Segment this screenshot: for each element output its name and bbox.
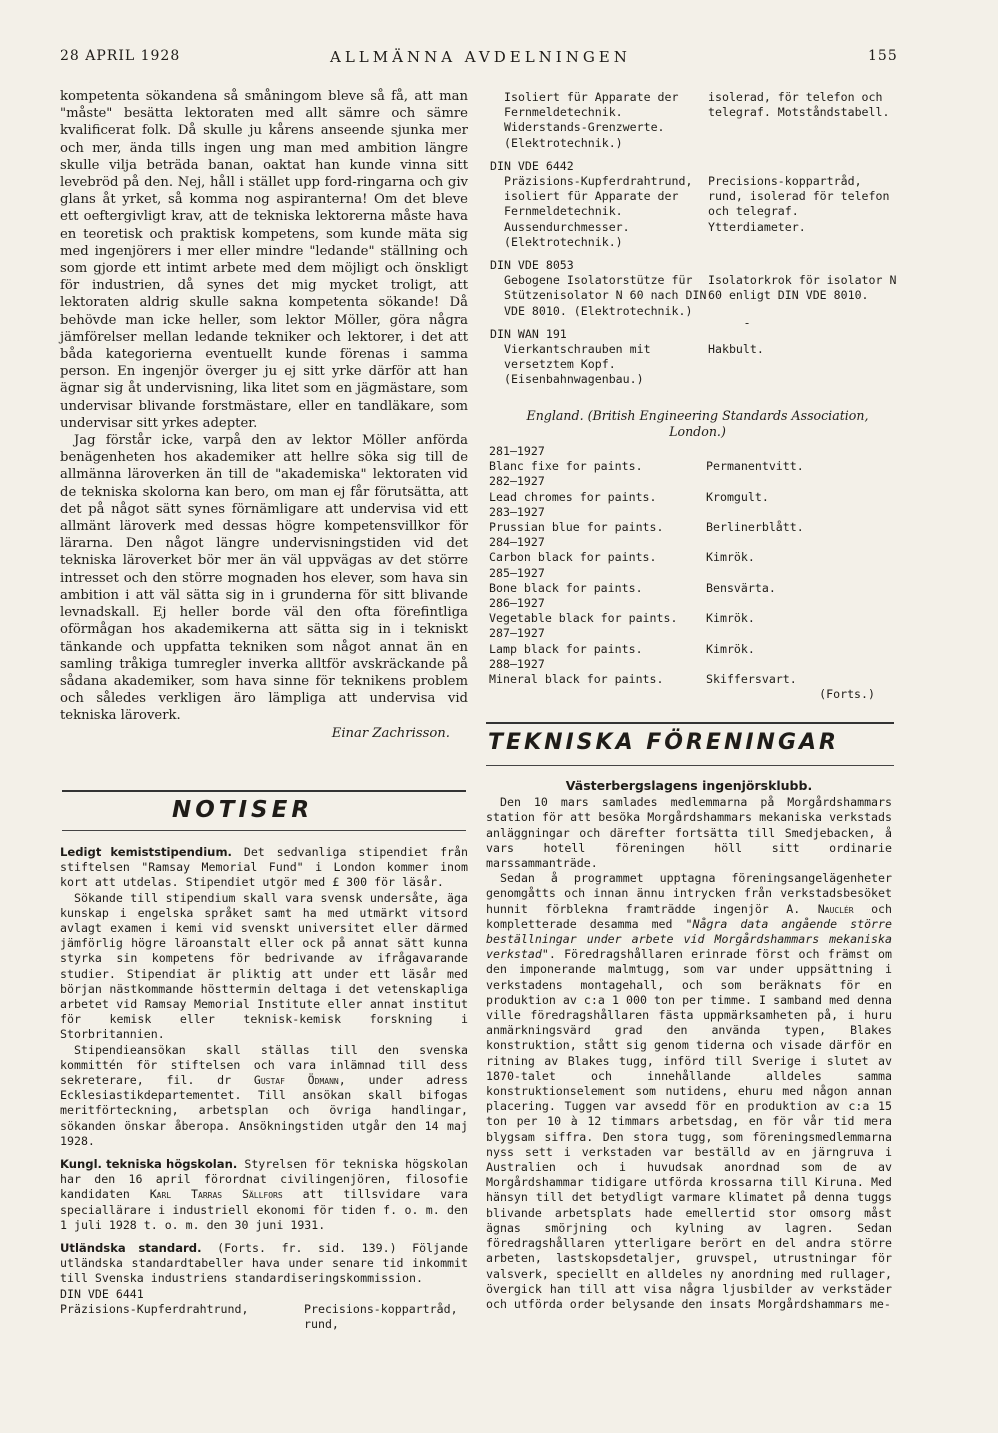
england-standards-list — [489, 444, 889, 702]
notiser-column — [60, 845, 468, 1332]
club-report — [486, 778, 892, 1312]
english-title: Bone black for paints. — [489, 580, 643, 595]
notis-text: Styrelsen för tekniska högskolan har den 16 april förordnat civilingenjören, filosofie kandidaten — [60, 1157, 469, 1202]
standard-entry — [504, 90, 900, 151]
notis-text: (Forts. fr. sid. 139.) Följande utländska standardtabeller hava under senare tid inkommit till Svenska industriens standardiseringskommission. — [60, 1241, 468, 1286]
bs-code: 283—1927 — [489, 504, 545, 519]
article-signature: Einar Zachrisson. — [331, 725, 450, 741]
article-paragraph: kompetenta sökandena så småningom bleve så få, att man "måste" besätta lektoraten med allt sämre och sämre kvalificerat folk. Då skulle ju kårens anseende sjunka mer och mer, ända tills ingen ung man med ambition längre skulle vilja beträda banan, oaktat han kunde vinna sitt levebröd på den. Nej, håll i stället upp ford-ringarna och giv glans åt yrket, så komma nog aspiranterna! Om det bleve ett oeftergivligt krav, att de tekniska lektorerna måste hava en teoretisk och praktisk kompetens, som kunde mäta sig med ingenjörers i mer eller mindre "ledande" ställning och som gjorde ett intimt arbete med dem möjligt och önskligt för industrien, då synes det mig mycket troligt, att lektoraten aldrig skulle sakna kompetenta sökande! Då behövde man icke heller, som lektor Möller, göra några jämförelser mellan ledande tekniker och lektorer, i det att båda kategorierna eventuellt kunde förenas i samma person. En ingenjör överger ju ej sitt yrke därför att han ägnar sig åt undervisning, lika litet som en jägmästare, som undervisar blivande forstmästare, eller en tandläkare, som undervisar sitt yrkes adepter. — [60, 89, 468, 431]
person-name: Gustaf Ödmann — [253, 1073, 339, 1088]
tekniska-foreningar-title: TEKNISKA FÖRENINGAR — [488, 730, 839, 755]
english-title: Carbon black for paints. — [489, 550, 657, 565]
standard-german: Isoliert für Apparate der Fernmeldetechnik. Widerstands-Grenzwerte. (Elektrotechnik.) — [504, 90, 679, 150]
stray-dash-mark: - — [745, 316, 750, 330]
notiser-rule-top — [62, 790, 466, 792]
england-entry — [489, 566, 889, 596]
tekniska-rule-bottom — [486, 765, 894, 766]
club-title: Västerbergslagens ingenjörsklubb. — [565, 778, 813, 793]
standard-german: Präzisions-Kupferdrahtrund, — [60, 1301, 249, 1316]
english-title: Lead chromes for paints. — [489, 489, 657, 504]
bs-code: 284—1927 — [489, 535, 545, 550]
bs-code: 287—1927 — [489, 626, 545, 641]
bs-code: 282—1927 — [489, 474, 545, 489]
club-text: Sedan å programmet upptagna föreningsangelägenheter genomgåtts och innan ännu intrycken från verkstadsbesöket hunnit förblekna framträdde ingenjör A. — [486, 871, 892, 916]
club-text: och kompletterade desamma med — [486, 901, 893, 931]
notis-text: Det sedvanliga stipendiet från stiftelsen "Ramsay Memorial Fund" i London kommer inom kort att utdelas. Stipendiet utgör med £ 300 för läsår. — [60, 845, 468, 890]
notis-kemiststipendium — [60, 845, 468, 891]
bs-code: 286—1927 — [489, 596, 545, 611]
notis-hogskolan — [60, 1157, 468, 1233]
standard-entry — [504, 273, 900, 319]
swedish-title: Kimrök. — [706, 611, 755, 626]
england-entry — [489, 444, 889, 474]
standard-swedish: Precisions-koppartråd, rund, — [304, 1301, 458, 1332]
standard-entry — [504, 342, 900, 388]
din-code: DIN VDE 6441 — [60, 1286, 144, 1301]
standard-german: Vierkantschrauben mit versetztem Kopf. (Eisenbahnwagenbau.) — [504, 342, 651, 387]
notis-paragraph: Sökande till stipendium skall vara svensk undersåte, äga kunskap i engelska språket samt ha med utmärkt vitsord avlagt examen i kemi vid svenskt universitet eller därmed jämförlig högre läroanstalt eller ock på annat sätt kunna styrka sin kompetens för bedrivande av ifrågavarande studier. Stipendiat är pliktig att under ett läsår med början nästkommande hösttermin deltaga i det vetenskapliga arbetet vid Ramsay Memorial Institute eller annat institut för kemisk eller teknisk-kemisk forskning i Storbritannien. — [60, 890, 468, 1042]
page-date: 28 APRIL 1928 — [60, 48, 181, 64]
england-heading: England. (British Engineering Standards Association, London.) — [526, 408, 869, 439]
notis-text: att tillsvidare vara speciallärare i industriell ekonomi för tiden f. o. m. den 1 juli 1928 t. o. m. den 30 juni 1931. — [60, 1187, 469, 1232]
english-title: Mineral black for paints. — [489, 672, 664, 687]
club-paragraph — [486, 871, 892, 1312]
notis-lead: Utländska standard. — [60, 1241, 202, 1256]
english-title: Vegetable black for paints. — [489, 611, 678, 626]
england-entry — [489, 626, 889, 656]
england-entry — [489, 474, 889, 504]
notiser-rule-bottom — [62, 830, 466, 831]
standard-entry — [504, 174, 900, 250]
notiser-title: NOTISER — [172, 797, 314, 823]
english-title: Prussian blue for paints. — [489, 520, 664, 535]
din-standards-list — [490, 90, 900, 388]
person-name: Karl Tarras Sällfors — [149, 1187, 283, 1202]
swedish-title: Permanentvitt. — [706, 459, 804, 474]
article-continuation — [60, 88, 468, 742]
bs-code: 281—1927 — [489, 444, 545, 458]
person-name: Nauclér — [817, 901, 854, 916]
lecture-title: "Några data angående större beställningar under arbete vid Morgårdshammars mekaniska verkstad" — [486, 916, 892, 962]
standard-german: Präzisions-Kupferdrahtrund, isoliert für Apparate der Fernmeldetechnik. Aussendurchmesser. (Elektrotechnik.) — [504, 174, 693, 249]
forts-note: (Forts.) — [819, 687, 875, 702]
bs-code: 285—1927 — [489, 565, 545, 580]
notis-text: , under adress Ecklesiastikdepartementet. Till ansökan skall bifogas meritförteckning, arbetsplan och övriga handlingar, sökanden önskar åberopa. Ansökningstiden utgår den 14 maj 1928. — [60, 1073, 468, 1148]
din-code: DIN VDE 8053 — [490, 258, 574, 273]
swedish-title: Kromgult. — [706, 489, 769, 504]
standard-entry — [60, 1302, 468, 1332]
standard-swedish: Hakbult. — [708, 342, 764, 357]
swedish-title: Kimrök. — [706, 641, 755, 656]
standard-german: Gebogene Isolatorstütze für Stützenisolator N 60 nach DIN VDE 8010. (Elektrotechnik.) — [504, 273, 707, 318]
england-entry — [489, 535, 889, 565]
notis-lead: Ledigt kemiststipendium. — [60, 845, 232, 859]
swedish-title: Berlinerblått. — [706, 520, 804, 535]
club-paragraph: Den 10 mars samlades medlemmarna på Morgårdshammars station för att besöka Morgårdshammars mekaniska verkstads anläggningar och därefter fortsätta till Smedjebacken, å vars hotell föreningen höll sitt ordinarie marssammanträde. — [486, 795, 892, 871]
notis-paragraph — [60, 1043, 468, 1149]
page-number: 155 — [868, 48, 898, 64]
notis-lead: Kungl. tekniska högskolan. — [60, 1157, 238, 1172]
england-entry — [489, 657, 889, 687]
swedish-title: Bensvärta. — [706, 580, 776, 595]
england-entry — [489, 505, 889, 535]
standard-swedish: Precisions-koppartråd, rund, isolerad för telefon och telegraf. Ytterdiameter. — [708, 174, 890, 234]
england-entry — [489, 596, 889, 626]
bs-code: 288—1927 — [489, 656, 545, 671]
notis-utlandska-standard — [60, 1241, 468, 1287]
english-title: Blanc fixe for paints. — [489, 459, 643, 474]
article-paragraph: Jag förstår icke, varpå den av lektor Möller anförda benägenheten hos akademiker att hellre söka sig till de allmänna läroverken än till de "akademiska" lektoraten vid de tekniska skolorna kan bero, om man ej får förutsätta, att det på något sätt synes förnämligare att undervisa vid ett allmänt läroverk med dessas högre kompetensvillkor för lärarna. Den något längre undervisningstiden vid det tekniska läroverket bör mer än väl uppvägas av det större intresset och den större mognaden hos elever, som hava sin ambition i att väl sätta sig in i grunderna för sitt blivande levnadskall. Ej heller borde väl den ofta förefintliga oförmågan hos akademikerna att sätta sig in i tekniskt tänkande och uppfatta tekniken som något annat än en samling tråkiga tumregler inverka alltför avskräckande på sådana akademiker, som hava sinne för teknikens problem och således verkligen äro lämpliga att undervisa vid tekniska läroverk. — [60, 433, 468, 724]
swedish-title: Kimrök. — [706, 550, 755, 565]
din-code: DIN WAN 191 — [490, 326, 567, 341]
notis-text: Stipendieansökan skall ställas till den svenska kommittén för stiftelsen och vara inlämnad till dess sekreterare, fil. dr — [60, 1042, 468, 1088]
english-title: Lamp black for paints. — [489, 641, 643, 656]
section-header: ALLMÄNNA AVDELNINGEN — [330, 48, 631, 66]
club-text: . Föredragshållaren erinrade först och främst om den imponerande malmtugg, som var under uppsättning i verkstadens montagehall, och som beräknats för en produktion av c:a 1 000 ton per timme. I samband med denna ville föredragshållaren fästa uppmärksamheten på, i huru anmärkningsvärd grad den använda typen, Blakes konstruktion, stått sig genom tiderna och visade därför en ritning av Blakes tugg, införd till Sverige i slutet av 1870-talet och innehållande alldeles samma konstruktionselement som nutidens, ehuru med någon annan placering. Tuggen var avsedd för en produktion av c:a 15 ton per 10 à 12 timmars arbetsdag, en för vår tid mera blygsam siffra. Den stora tugg, som föreningsmedlemmarna nyss sett i verkstaden var beställd av en järngruva i Australien och i huvudsak anordnad som de av Morgårdshammar tidigare utförda krossarna till Kiruna. Med hänsyn till det betydligt varmare klimatet på denna tuggs blivande arbetsplats hade emellertid stor omsorg måst ägnas smörjning och kylning av lagren. Sedan föredragshållaren ytterligare berört en del andra större arbeten, lastskopsdetaljer, gruvspel, utrustningar för valsverk, speciellt en alldeles ny anordning med rullager, övergick han till att visa några ljusbilder av verkstäder och utförda order belysande den insats Morgårdshammars me- — [486, 947, 892, 1311]
tekniska-rule-top — [486, 722, 894, 724]
din-code: DIN VDE 6442 — [490, 158, 574, 173]
standard-swedish: Isolatorkrok för isolator N 60 enligt DIN VDE 8010. — [708, 273, 897, 303]
swedish-title: Skiffersvart. — [706, 672, 797, 687]
standard-swedish: isolerad, för telefon och telegraf. Motståndstabell. — [708, 90, 890, 120]
